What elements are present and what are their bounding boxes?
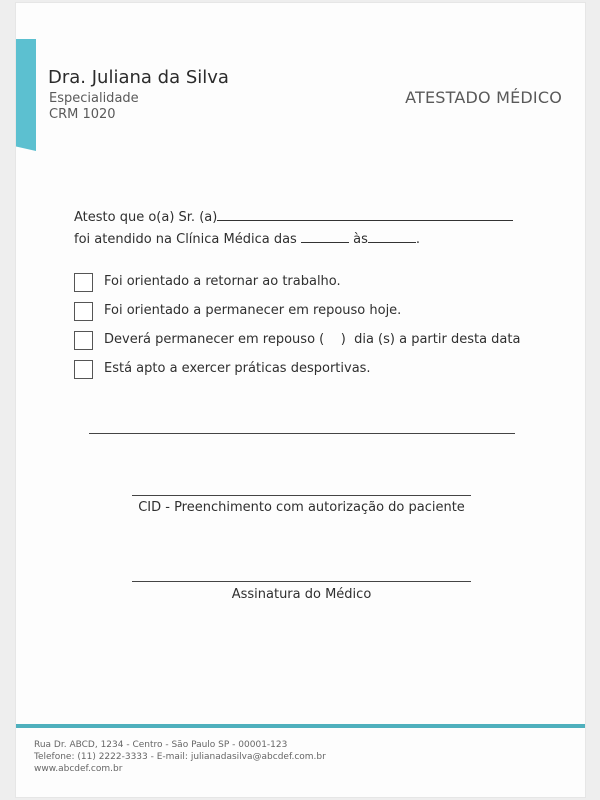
time-line (74, 230, 420, 247)
footer-address: Rua Dr. ABCD, 1234 - Centro - São Paulo SP - 00001-123 (34, 740, 288, 750)
notes-line[interactable] (89, 433, 515, 434)
cid-caption: CID - Preenchimento com autorização do paciente (138, 500, 465, 515)
option-label: Deverá permanecer em repouso ( ) dia (s) a partir desta data (104, 332, 521, 347)
footer-website: www.abcdef.com.br (34, 764, 123, 774)
option-label: Foi orientado a retornar ao trabalho. (104, 274, 341, 289)
start-time-blank[interactable] (301, 230, 349, 243)
option-label: Está apto a exercer práticas desportivas. (104, 361, 371, 376)
time-line-label: foi atendido na Clínica Médica das (74, 232, 297, 247)
doctor-signature-line[interactable] (132, 581, 471, 582)
doctor-name: Dra. Juliana da Silva (48, 67, 229, 88)
certificate-sheet (15, 2, 586, 798)
patient-line (74, 208, 513, 225)
checkbox[interactable] (74, 331, 93, 350)
option-label: Foi orientado a permanecer em repouso hoje. (104, 303, 402, 318)
time-line-middle: às (353, 232, 368, 247)
doctor-signature-caption: Assinatura do Médico (231, 587, 372, 602)
footer-bar (16, 724, 585, 728)
doctor-specialty: Especialidade (49, 91, 139, 106)
checkbox[interactable] (74, 273, 93, 292)
accent-tab (16, 39, 36, 151)
document-title: ATESTADO MÉDICO (405, 88, 562, 107)
end-time-blank[interactable] (368, 230, 416, 243)
checkbox[interactable] (74, 360, 93, 379)
doctor-crm: CRM 1020 (49, 107, 116, 122)
patient-name-blank[interactable] (217, 208, 513, 221)
patient-line-label: Atesto que o(a) Sr. (a) (74, 210, 218, 225)
checkbox[interactable] (74, 302, 93, 321)
time-line-end: . (415, 232, 420, 247)
cid-signature-line[interactable] (132, 495, 471, 496)
footer-contact: Telefone: (11) 2222-3333 - E-mail: julianadasilva@abcdef.com.br (34, 752, 326, 762)
